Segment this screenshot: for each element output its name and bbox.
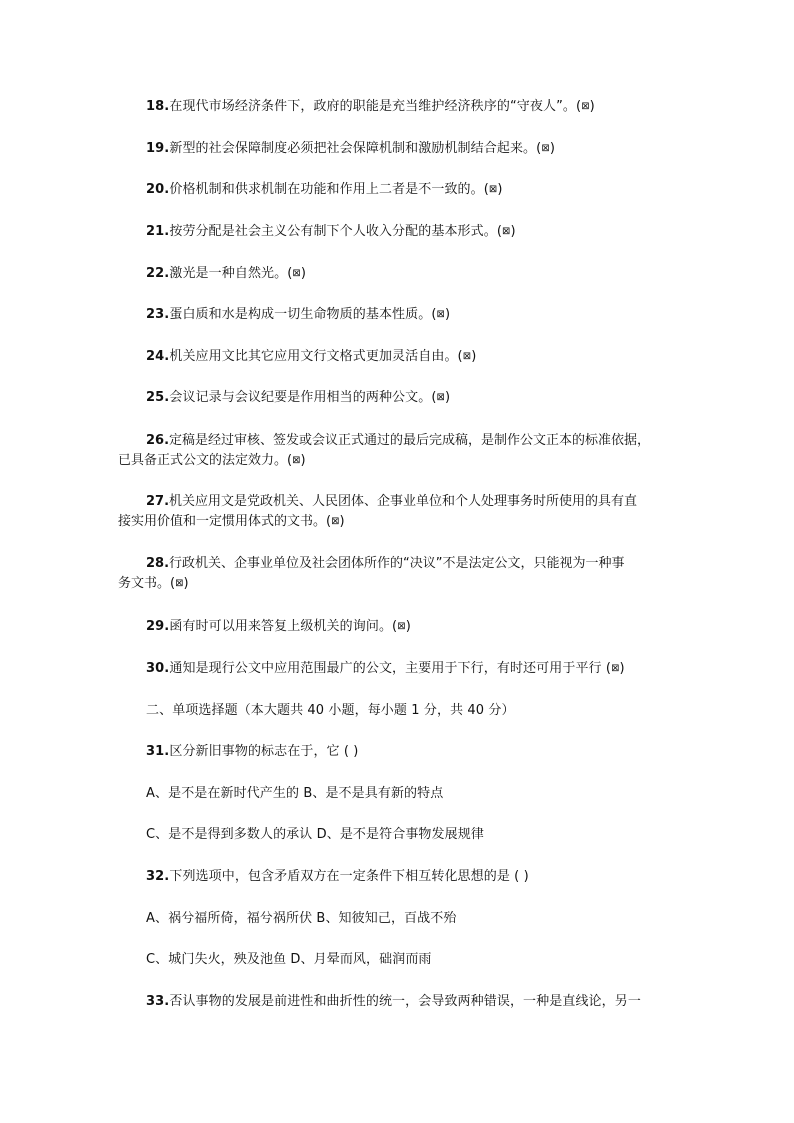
item-24 xyxy=(146,347,676,368)
item-text-line2: 务文书。( xyxy=(118,576,176,591)
item-text: 通知是现行公文中应用范围最广的公文，主要用于下行，有时还可用于平行 ( xyxy=(169,661,612,676)
question-text: 否认事物的发展是前进性和曲折性的统一，会导致两种错误，一种是直线论，另一 xyxy=(169,994,641,1009)
item-number: 29. xyxy=(146,619,170,634)
question-33 xyxy=(146,992,676,1012)
cross-box-icon: ⊠ xyxy=(488,184,498,195)
cross-box-icon: ⊠ xyxy=(462,351,472,362)
item-tail: ) xyxy=(549,141,555,156)
item-text-line1: 定稿是经过审核、签发或会议正式通过的最后完成稿，是制作公文正本的标准依据， xyxy=(169,433,651,448)
item-23 xyxy=(146,305,676,326)
question-number: 33. xyxy=(146,994,170,1009)
item-text-line1: 机关应用文是党政机关、人民团体、企事业单位和个人处理事务时所使用的具有直 xyxy=(169,494,638,509)
cross-box-icon: ⊠ xyxy=(541,143,550,154)
item-text: 机关应用文比其它应用文行文格式更加灵活自由。( xyxy=(169,349,463,364)
item-20 xyxy=(146,180,676,201)
cross-box-icon: ⊠ xyxy=(331,516,340,527)
cross-box-icon: ⊠ xyxy=(175,578,184,589)
question-31-options-ab: A、是不是在新时代产生的 B、是不是具有新的特点 xyxy=(146,786,444,801)
item-tail: ) xyxy=(589,99,595,114)
item-30 xyxy=(146,659,676,680)
item-tail: ) xyxy=(339,514,345,529)
item-tail: ) xyxy=(445,307,451,322)
item-number: 21. xyxy=(146,224,170,239)
item-18 xyxy=(146,97,676,118)
item-25 xyxy=(146,388,676,409)
item-28 xyxy=(118,554,678,595)
item-text-line2: 接实用价值和一定惯用体式的文书。( xyxy=(118,514,332,529)
item-text: 价格机制和供求机制在功能和作用上二者是不一致的。( xyxy=(169,182,489,197)
item-tail: ) xyxy=(619,661,625,676)
section-heading: 二、单项选择题（本大题共 40 小题，每小题 1 分，共 40 分） xyxy=(146,703,515,718)
item-text: 在现代市场经济条件下，政府的职能是充当维护经济秩序的“守夜人”。( xyxy=(169,99,582,114)
item-number: 25. xyxy=(146,390,170,405)
item-29 xyxy=(146,617,676,638)
item-26 xyxy=(118,431,678,472)
item-22 xyxy=(146,264,676,285)
item-number: 26. xyxy=(146,433,170,448)
item-number: 28. xyxy=(146,556,170,571)
question-number: 31. xyxy=(146,744,170,759)
question-32 xyxy=(146,867,676,887)
item-tail: ) xyxy=(445,390,451,405)
item-tail: ) xyxy=(300,453,306,468)
item-21 xyxy=(146,222,676,243)
item-tail: ) xyxy=(300,266,307,281)
question-text: 区分新旧事物的标志在于，它 ( ) xyxy=(169,744,359,759)
item-27 xyxy=(118,492,678,533)
cross-box-icon: ⊠ xyxy=(581,101,590,112)
item-number: 20. xyxy=(146,182,170,197)
cross-box-icon: ⊠ xyxy=(502,226,511,237)
item-text: 按劳分配是社会主义公有制下个人收入分配的基本形式。( xyxy=(169,224,503,239)
question-text: 下列选项中，包含矛盾双方在一定条件下相互转化思想的是 ( ) xyxy=(169,869,529,884)
item-text: 函有时可以用来答复上级机关的询问。( xyxy=(169,619,398,634)
item-tail: ) xyxy=(510,224,516,239)
item-tail: ) xyxy=(471,349,477,364)
question-32-options-ab: A、祸兮福所倚，福兮祸所伏 B、知彼知己，百战不殆 xyxy=(146,911,457,926)
item-tail: ) xyxy=(405,619,411,634)
item-number: 23. xyxy=(146,307,170,322)
cross-box-icon: ⊠ xyxy=(436,309,445,320)
item-text: 激光是一种自然光。( xyxy=(169,266,293,281)
question-31 xyxy=(146,742,676,762)
question-number: 32. xyxy=(146,869,170,884)
item-number: 30. xyxy=(146,661,170,676)
item-19 xyxy=(146,139,676,160)
question-31-options-cd: C、是不是得到多数人的承认 D、是不是符合事物发展规律 xyxy=(146,827,484,842)
item-number: 24. xyxy=(146,349,170,364)
item-number: 27. xyxy=(146,494,170,509)
item-number: 18. xyxy=(146,99,170,114)
cross-box-icon: ⊠ xyxy=(292,455,301,466)
item-text-line2: 已具备正式公文的法定效力。( xyxy=(118,453,293,468)
item-number: 19. xyxy=(146,141,170,156)
item-tail: ) xyxy=(183,576,189,591)
item-tail: ) xyxy=(497,182,503,197)
item-text: 新型的社会保障制度必须把社会保障机制和激励机制结合起来。( xyxy=(169,141,542,156)
cross-box-icon: ⊠ xyxy=(397,621,406,632)
cross-box-icon: ⊠ xyxy=(611,663,620,674)
question-32-options-cd: C、城门失火，殃及池鱼 D、月晕而风，础润而雨 xyxy=(146,952,432,967)
item-number: 22. xyxy=(146,266,170,281)
item-text: 会议记录与会议纪要是作用相当的两种公文。( xyxy=(169,390,437,405)
item-text: 蛋白质和水是构成一切生命物质的基本性质。( xyxy=(169,307,437,322)
cross-box-icon: ⊠ xyxy=(292,268,301,279)
cross-box-icon: ⊠ xyxy=(436,392,445,403)
item-text-line1: 行政机关、企事业单位及社会团体所作的“决议”不是法定公文，只能视为一种事 xyxy=(169,556,625,571)
